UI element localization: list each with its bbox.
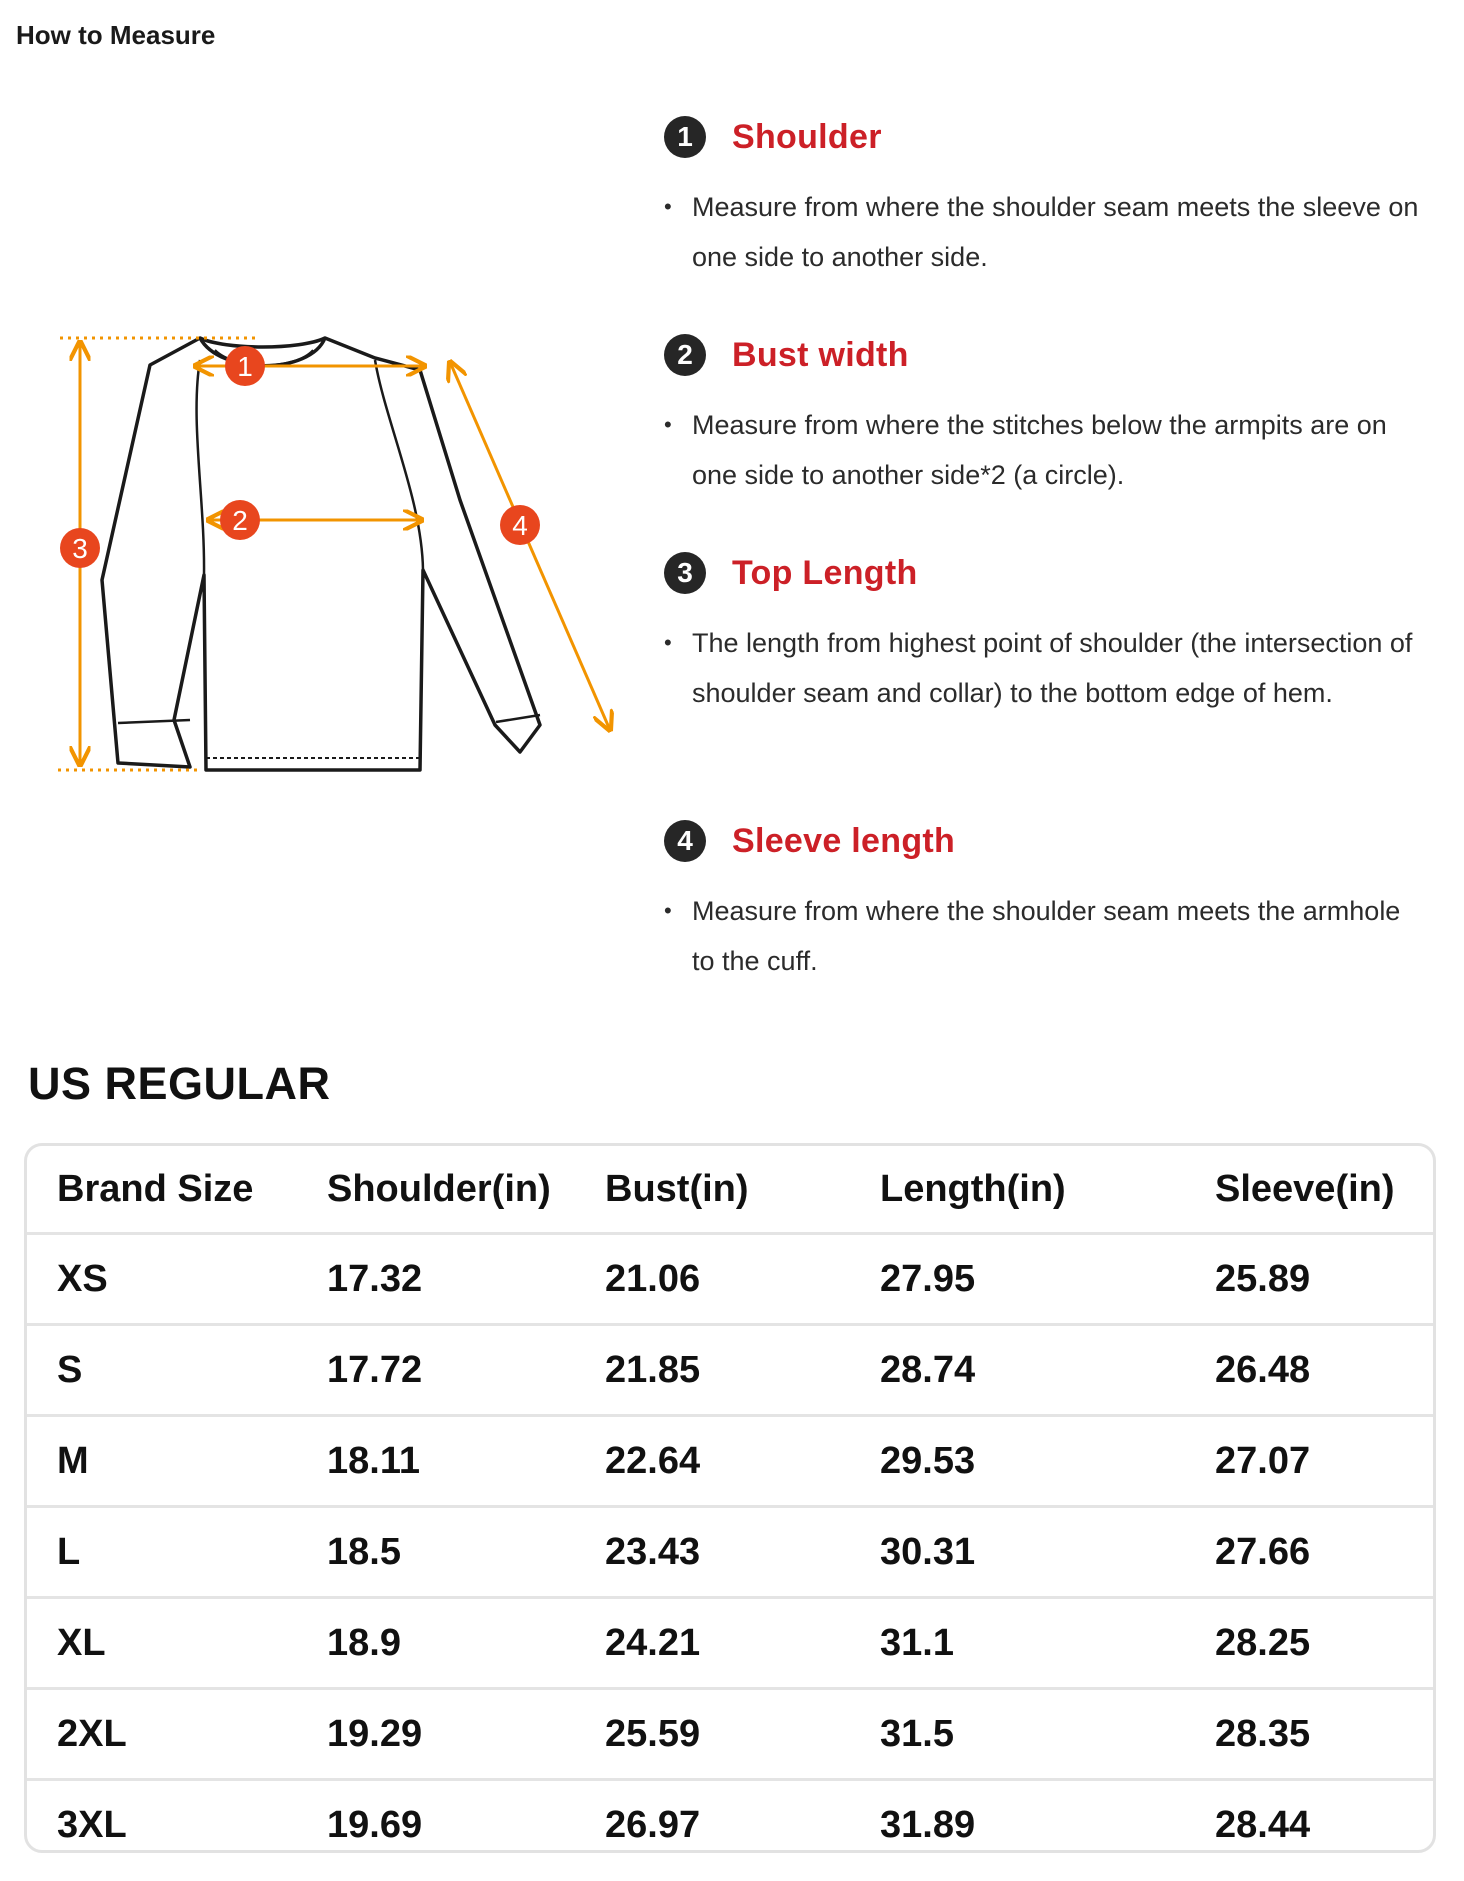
table-header-row [27,1146,1436,1234]
shoulder-cell: 18.11 [327,1439,420,1482]
size-cell: M [57,1439,89,1482]
shoulder-cell: 17.72 [327,1348,423,1391]
bust-cell: 21.85 [605,1348,701,1391]
sleeve-cell: 27.07 [1215,1439,1311,1482]
size-cell: 3XL [57,1803,127,1846]
table-row [27,1598,1436,1689]
length-cell: 28.74 [880,1348,976,1391]
sleeve-cell: 26.48 [1215,1348,1311,1391]
table-row [27,1689,1436,1780]
bullet-icon: • [664,630,672,655]
table-row [27,1780,1436,1854]
step-top-length [664,548,1424,718]
step-number-badge: 4 [664,820,706,862]
step-sleeve-length [664,816,1424,986]
column-header-shoulder: Shoulder(in) [327,1167,551,1210]
svg-text:3: 3 [72,533,88,564]
step-title: Top Length [732,553,918,592]
bust-cell: 25.59 [605,1712,701,1755]
size-cell: S [57,1348,83,1391]
column-header-bust: Bust(in) [605,1167,749,1210]
size-cell: L [57,1530,81,1573]
column-header-sleeve: Sleeve(in) [1215,1167,1395,1210]
step-description: The length from highest point of shoulder (the intersection of shoulder seam and collar) to the bottom edge of hem. [692,628,1413,708]
shoulder-cell: 19.69 [327,1803,423,1846]
size-cell: XS [57,1257,108,1300]
bust-cell: 26.97 [605,1803,701,1846]
step-title: Bust width [732,335,909,374]
shoulder-cell: 17.32 [327,1257,423,1300]
marker-1 [225,346,265,386]
sleeve-cell: 28.25 [1215,1621,1311,1664]
svg-text:4: 4 [512,510,528,541]
size-cell: 2XL [57,1712,127,1755]
length-cell: 30.31 [880,1530,976,1573]
marker-3 [60,528,100,568]
step-number-badge: 2 [664,334,706,376]
table-row [27,1325,1436,1416]
step-description: Measure from where the shoulder seam meets the armhole to the cuff. [692,896,1401,976]
bust-cell: 23.43 [605,1530,701,1573]
page-heading: How to Measure [16,20,216,50]
sweater-measurement-illustration [40,320,630,790]
table-row [27,1234,1436,1325]
svg-text:1: 1 [237,351,253,382]
table-row [27,1507,1436,1598]
length-cell: 31.89 [880,1803,976,1846]
sleeve-cell: 28.44 [1215,1803,1311,1846]
step-number-badge: 1 [664,116,706,158]
bust-cell: 22.64 [605,1439,701,1482]
step-shoulder [664,112,1424,282]
step-bust-width [664,330,1424,500]
bullet-icon: • [664,898,672,923]
length-cell: 27.95 [880,1257,976,1300]
step-description: Measure from where the shoulder seam meets the sleeve on one side to another side. [692,192,1419,272]
marker-4 [500,505,540,545]
size-table [27,1146,1436,1853]
marker-2 [220,500,260,540]
size-table-card [24,1143,1436,1853]
shoulder-cell: 18.5 [327,1530,401,1573]
size-cell: XL [57,1621,106,1664]
sleeve-cell: 25.89 [1215,1257,1311,1300]
bust-cell: 24.21 [605,1621,701,1664]
sleeve-cell: 27.66 [1215,1530,1311,1573]
length-cell: 31.1 [880,1621,954,1664]
step-title: Sleeve length [732,821,956,860]
sleeve-cell: 28.35 [1215,1712,1311,1755]
step-number-badge: 3 [664,552,706,594]
sweater-outline [102,338,540,770]
column-header-length: Length(in) [880,1167,1066,1210]
column-header-brand-size: Brand Size [57,1167,254,1210]
table-row [27,1416,1436,1507]
length-cell: 29.53 [880,1439,976,1482]
step-title: Shoulder [732,117,882,156]
svg-text:2: 2 [232,505,248,536]
bullet-icon: • [664,194,672,219]
shoulder-cell: 18.9 [327,1621,401,1664]
bullet-icon: • [664,412,672,437]
step-description: Measure from where the stitches below the armpits are on one side to another side*2 (a circle). [692,410,1387,490]
bust-cell: 21.06 [605,1257,701,1300]
shoulder-cell: 19.29 [327,1712,423,1755]
size-table-title: US REGULAR [28,1058,331,1109]
length-cell: 31.5 [880,1712,954,1755]
